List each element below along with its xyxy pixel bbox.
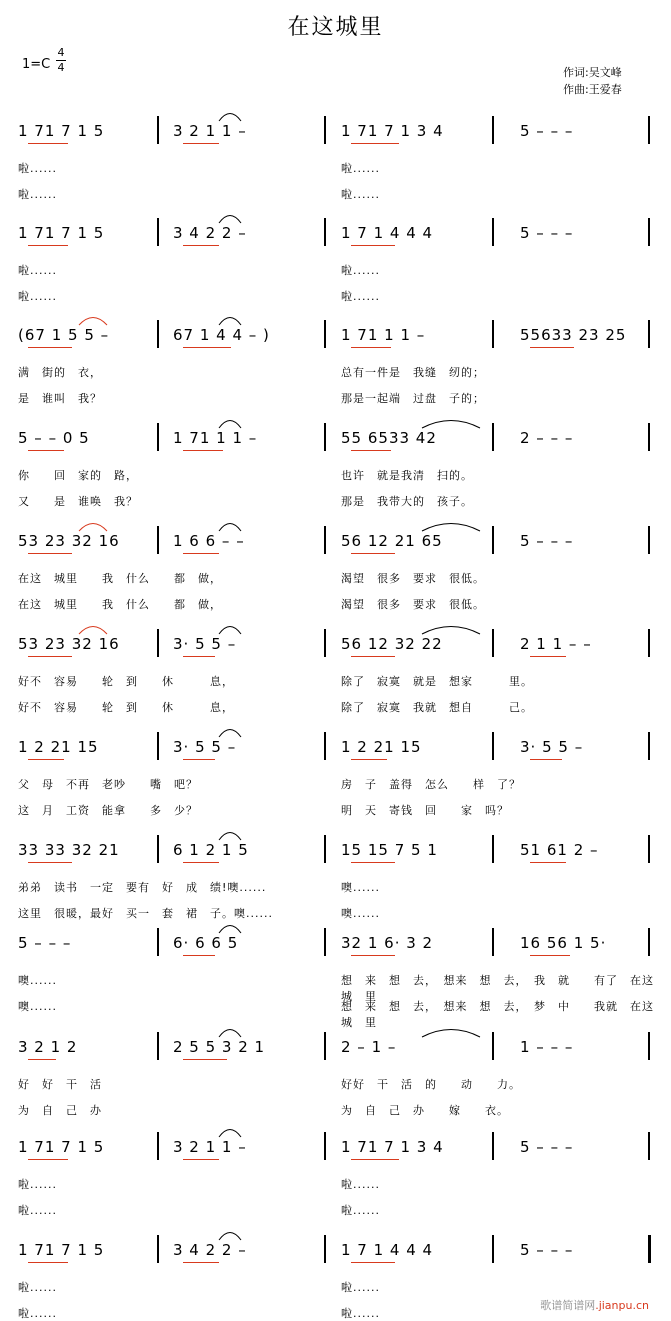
key-signature: 1=C	[22, 57, 51, 72]
lyric-verse-2: 明 天 寄钱 回 家 吗？	[341, 804, 509, 817]
right-measure-2: 5 – – –	[520, 122, 574, 140]
bar-line	[324, 835, 326, 863]
left-measure-2: 6 1 2 1 5	[173, 841, 249, 859]
right-measure-2: 2 1 1 – –	[520, 635, 592, 653]
bar-line	[157, 218, 159, 246]
left-measure-2: 1 6 6 – –	[173, 532, 245, 550]
slur	[78, 520, 108, 532]
lyric-verse-1: 啦......	[341, 1178, 380, 1191]
left-measure-2: 3· 5 5 –	[173, 738, 237, 756]
right-measure-1: 1 2 21 15	[341, 738, 422, 756]
lyric-verse-2: 啦......	[341, 1204, 380, 1217]
bar-line	[648, 320, 650, 348]
beam-underline	[183, 347, 231, 348]
right-measure-1: 1 71 1 1 –	[341, 326, 426, 344]
left-measure-2: 3 2 1 1 –	[173, 1138, 247, 1156]
bar-line	[648, 423, 650, 451]
lyric-verse-2: 为 自 己 办 嫁 衣。	[341, 1104, 509, 1117]
lyric-verse-1: 也许 就是我清 扫的。	[341, 469, 473, 482]
left-measure-1: 3 2 1 2	[18, 1038, 78, 1056]
bar-line	[648, 629, 650, 657]
beam-underline	[183, 245, 219, 246]
right-measure-2: 5 – – –	[520, 1138, 574, 1156]
bar-line	[492, 526, 494, 554]
bar-line	[157, 1235, 159, 1263]
right-measure-1: 15 15 7 5 1	[341, 841, 438, 859]
bar-line	[157, 1132, 159, 1160]
slur	[218, 314, 242, 326]
right-measure-2: 51 61 2 –	[520, 841, 599, 859]
lyric-verse-2: 渴望 很多 要求 很低。	[341, 598, 485, 611]
left-measure-2: 3 2 1 1 –	[173, 122, 247, 140]
lyric-verse-1: 在这 城里 我 什么 都 做，	[18, 572, 222, 585]
right-measure-1: 2 – 1 –	[341, 1038, 397, 1056]
slur	[421, 520, 481, 532]
watermark-site: 歌谱简谱网	[540, 1299, 596, 1312]
left-measure-1: 53 23 32 16	[18, 532, 120, 550]
lyric-verse-1: 噢......	[18, 974, 57, 987]
lyric-verse-1: 你 回 家的 路，	[18, 469, 138, 482]
beam-underline	[183, 955, 215, 956]
beam-underline	[351, 245, 395, 246]
left-measure-2: 1 71 1 1 –	[173, 429, 258, 447]
left-measure-1: 1 71 7 1 5	[18, 122, 105, 140]
left-measure-1: 1 71 7 1 5	[18, 1138, 105, 1156]
left-measure-1: 1 71 7 1 5	[18, 1241, 105, 1259]
beam-underline	[183, 1059, 227, 1060]
bar-line	[324, 116, 326, 144]
beam-underline	[183, 1262, 219, 1263]
bar-line	[157, 629, 159, 657]
beam-underline	[183, 553, 219, 554]
slur	[421, 623, 481, 635]
bar-line	[324, 218, 326, 246]
left-measure-2: 2 5 5 3 2 1	[173, 1038, 266, 1056]
beam-underline	[183, 450, 223, 451]
right-measure-1: 56 12 21 65	[341, 532, 443, 550]
time-sig-bottom: 4	[57, 61, 65, 74]
lyric-verse-2: 是 谁叫 我？	[18, 392, 102, 405]
bar-line	[492, 1032, 494, 1060]
beam-underline	[530, 347, 574, 348]
right-measure-2: 3· 5 5 –	[520, 738, 584, 756]
lyricist-credit: 作词:吴文峰	[563, 66, 622, 79]
left-measure-1: 53 23 32 16	[18, 635, 120, 653]
bar-line	[324, 423, 326, 451]
right-measure-1: 56 12 32 22	[341, 635, 443, 653]
beam-underline	[351, 1262, 395, 1263]
bar-line	[157, 116, 159, 144]
lyric-verse-1: 啦......	[18, 264, 57, 277]
lyric-verse-2: 啦......	[18, 1307, 57, 1320]
lyric-verse-1: 啦......	[18, 1281, 57, 1294]
bar-line	[157, 835, 159, 863]
lyric-verse-1: 啦......	[341, 1281, 380, 1294]
slur	[421, 1026, 481, 1038]
beam-underline	[530, 656, 566, 657]
bar-line	[492, 1235, 494, 1263]
lyric-verse-1: 父 母 不再 老吵 嘴 吧？	[18, 778, 198, 791]
lyric-verse-2: 那是 我带大的 孩子。	[341, 495, 473, 508]
left-measure-1: 1 2 21 15	[18, 738, 99, 756]
bar-line	[324, 1235, 326, 1263]
beam-underline	[28, 245, 68, 246]
right-measure-2: 2 – – –	[520, 429, 574, 447]
left-measure-1: 5 – – 0 5	[18, 429, 90, 447]
lyric-verse-2: 啦......	[341, 188, 380, 201]
beam-underline	[183, 862, 219, 863]
right-measure-1: 55 6533 42	[341, 429, 437, 447]
right-measure-2: 1 – – –	[520, 1038, 574, 1056]
bar-line	[648, 732, 650, 760]
lyric-verse-2: 啦......	[18, 1204, 57, 1217]
right-measure-1: 1 7 1 4 4 4	[341, 224, 434, 242]
beam-underline	[28, 759, 64, 760]
beam-underline	[28, 553, 72, 554]
song-title: 在这城里	[287, 15, 384, 40]
bar-line	[157, 423, 159, 451]
left-measure-1: (67 1 5 5 –	[18, 326, 110, 344]
left-measure-2: 3 4 2 2 –	[173, 224, 247, 242]
lyric-verse-2: 好不 容易 轮 到 休 息，	[18, 701, 234, 714]
lyric-verse-2: 啦......	[18, 188, 57, 201]
bar-line	[324, 732, 326, 760]
bar-line	[324, 629, 326, 657]
lyric-verse-1: 想 来 想 去， 想来 想 去， 我 就 有了 在这 城 里	[341, 974, 666, 1003]
bar-line	[324, 320, 326, 348]
left-measure-1: 1 71 7 1 5	[18, 224, 105, 242]
beam-underline	[351, 450, 391, 451]
lyric-verse-2: 又 是 谁唤 我？	[18, 495, 138, 508]
slur	[218, 829, 242, 841]
beam-underline	[28, 347, 72, 348]
slur	[78, 623, 108, 635]
beam-underline	[28, 656, 72, 657]
bar-line	[324, 526, 326, 554]
beam-underline	[351, 143, 399, 144]
beam-underline	[351, 656, 395, 657]
right-measure-2: 55633 23 25	[520, 326, 627, 344]
right-measure-1: 1 7 1 4 4 4	[341, 1241, 434, 1259]
lyric-verse-2: 在这 城里 我 什么 都 做，	[18, 598, 222, 611]
beam-underline	[28, 450, 64, 451]
beam-underline	[530, 862, 566, 863]
beam-underline	[530, 955, 570, 956]
beam-underline	[351, 553, 395, 554]
lyric-verse-2: 这里 很暖，最好 买一 套 裙 子。噢......	[18, 907, 273, 920]
beam-underline	[183, 1159, 219, 1160]
left-measure-2: 6· 6 6 5	[173, 934, 239, 952]
right-measure-1: 1 71 7 1 3 4	[341, 1138, 444, 1156]
bar-line	[648, 928, 650, 956]
right-measure-2: 5 – – –	[520, 1241, 574, 1259]
lyric-verse-1: 好好 干 活 的 动 力。	[341, 1078, 521, 1091]
beam-underline	[183, 143, 219, 144]
lyric-verse-1: 弟弟 读书 一定 要有 好 成 绩!噢......	[18, 881, 267, 894]
bar-line	[157, 928, 159, 956]
right-measure-2: 16 56 1 5·	[520, 934, 607, 952]
bar-line	[324, 928, 326, 956]
bar-line	[492, 629, 494, 657]
right-measure-2: 5 – – –	[520, 224, 574, 242]
bar-line	[492, 423, 494, 451]
lyric-verse-2: 噢......	[341, 907, 380, 920]
beam-underline	[28, 1059, 56, 1060]
lyric-verse-1: 啦......	[341, 162, 380, 175]
slur	[218, 922, 242, 934]
time-sig-top: 4	[57, 46, 65, 59]
slur	[218, 1126, 242, 1138]
left-measure-2: 3 4 2 2 –	[173, 1241, 247, 1259]
bar-line	[648, 1235, 651, 1263]
beam-underline	[28, 862, 72, 863]
lyric-verse-1: 好不 容易 轮 到 休 息，	[18, 675, 234, 688]
slur	[218, 520, 242, 532]
lyric-verse-2: 这 月 工资 能拿 多 少？	[18, 804, 198, 817]
beam-underline	[530, 759, 562, 760]
beam-underline	[351, 955, 395, 956]
bar-line	[648, 835, 650, 863]
bar-line	[157, 1032, 159, 1060]
bar-line	[157, 526, 159, 554]
bar-line	[492, 928, 494, 956]
watermark	[540, 1297, 649, 1313]
bar-line	[648, 526, 650, 554]
bar-line	[324, 1132, 326, 1160]
time-signature	[56, 47, 66, 74]
left-measure-2: 3· 5 5 –	[173, 635, 237, 653]
watermark-domain: .jianpu.cn	[595, 1299, 649, 1312]
beam-underline	[351, 1159, 399, 1160]
beam-underline	[351, 862, 395, 863]
bar-line	[648, 116, 650, 144]
beam-underline	[28, 1262, 68, 1263]
bar-line	[157, 320, 159, 348]
lyric-verse-2: 啦......	[341, 290, 380, 303]
right-measure-1: 32 1 6· 3 2	[341, 934, 434, 952]
bar-line	[648, 1132, 650, 1160]
lyric-verse-2: 为 自 己 办	[18, 1104, 102, 1117]
right-measure-2: 5 – – –	[520, 532, 574, 550]
bar-line	[324, 1032, 326, 1060]
beam-underline	[28, 1159, 68, 1160]
lyric-verse-2: 啦......	[18, 290, 57, 303]
lyric-verse-1: 啦......	[18, 1178, 57, 1191]
lyric-verse-2: 噢......	[18, 1000, 57, 1013]
beam-underline	[28, 143, 68, 144]
beam-underline	[351, 759, 387, 760]
slur	[218, 623, 242, 635]
slur	[78, 314, 108, 326]
lyric-verse-1: 房 子 盖得 怎么 样 了？	[341, 778, 521, 791]
lyric-verse-1: 渴望 很多 要求 很低。	[341, 572, 485, 585]
left-measure-1: 5 – – –	[18, 934, 72, 952]
slur	[218, 110, 242, 122]
lyric-verse-1: 啦......	[18, 162, 57, 175]
lyric-verse-2: 想 来 想 去， 想来 想 去， 梦 中 我就 在这 城 里	[341, 1000, 666, 1029]
beam-underline	[351, 347, 391, 348]
lyric-verse-1: 啦......	[341, 264, 380, 277]
slur	[218, 726, 242, 738]
bar-line	[492, 1132, 494, 1160]
slur	[218, 1026, 242, 1038]
lyric-verse-1: 除了 寂寞 就是 想家 里。	[341, 675, 533, 688]
bar-line	[492, 732, 494, 760]
left-measure-2: 67 1 4 4 – )	[173, 326, 270, 344]
slur	[218, 212, 242, 224]
slur	[218, 417, 242, 429]
lyric-verse-2: 啦......	[341, 1307, 380, 1320]
lyric-verse-1: 满 街的 衣，	[18, 366, 102, 379]
beam-underline	[183, 759, 215, 760]
bar-line	[648, 218, 650, 246]
lyric-verse-1: 好 好 干 活	[18, 1078, 102, 1091]
bar-line	[492, 218, 494, 246]
bar-line	[492, 320, 494, 348]
lyric-verse-2: 除了 寂寞 我就 想自 己。	[341, 701, 533, 714]
bar-line	[157, 732, 159, 760]
bar-line	[648, 1032, 650, 1060]
slur	[218, 1229, 242, 1241]
slur	[421, 417, 481, 429]
bar-line	[492, 835, 494, 863]
composer-credit: 作曲:王爱春	[563, 83, 622, 96]
beam-underline	[183, 656, 215, 657]
right-measure-1: 1 71 7 1 3 4	[341, 122, 444, 140]
lyric-verse-2: 那是一起端 过盘 子的；	[341, 392, 485, 405]
left-measure-1: 33 33 32 21	[18, 841, 120, 859]
lyric-verse-1: 总有一件是 我缝 纫的；	[341, 366, 485, 379]
bar-line	[492, 116, 494, 144]
lyric-verse-1: 噢......	[341, 881, 380, 894]
